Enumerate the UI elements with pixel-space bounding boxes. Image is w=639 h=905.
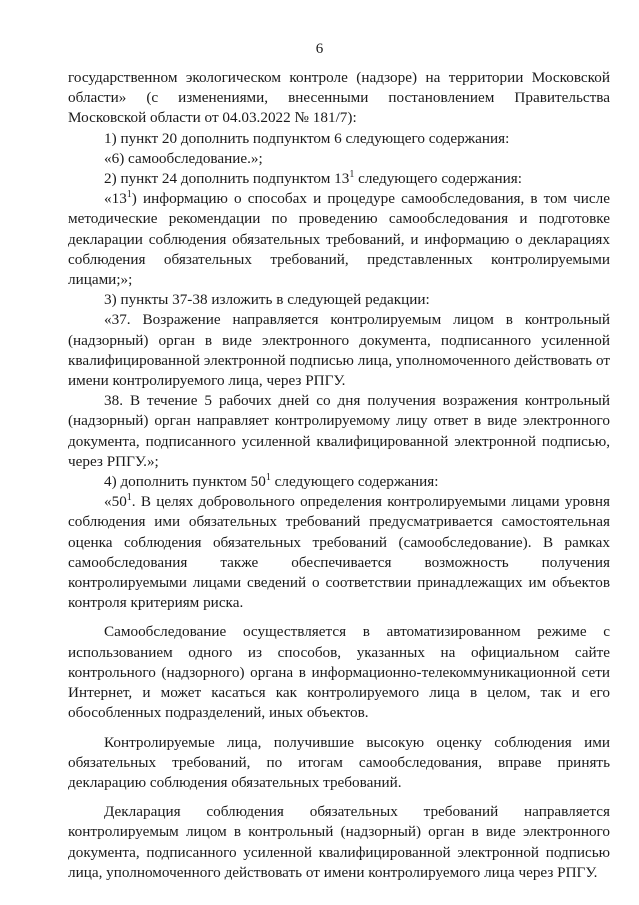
superscript: 1 [126, 492, 132, 504]
paragraph-declaration-right: Контролируемые лица, получившие высокую оценку соблюдения ими обязательных требований, по итогам самообследования, вправе принять декларацию соблюдения обязательных требований. [68, 733, 610, 791]
paragraph-quote-13-1 [68, 189, 610, 290]
paragraph-item-3: 3) пункты 37-38 изложить в следующей редакции: [104, 291, 430, 309]
text-fragment: 2) пункт 24 дополнить подпунктом 13 [104, 170, 350, 188]
paragraph-item-2 [68, 169, 610, 189]
paragraph-item-4 [68, 472, 610, 492]
paragraph-declaration-submission: Декларация соблюдения обязательных требований направляется контролируемым лицом в контрольный (надзорный) орган в виде электронного документа, подписанного усиленной квалифицированной электронной подписью лица, уполномоченного действовать от имени контролируемого лица через РПГУ. [68, 803, 610, 881]
text-fragment: «13 [104, 190, 127, 208]
paragraph-point-38: 38. В течение 5 рабочих дней со дня получения возражения контрольный (надзорный) орган направляет контролируемому лицу ответ в виде электронного документа, подписанного усиленной квалифицированной электронной подписью, через РПГУ.»; [68, 392, 610, 470]
paragraph-point-37: «37. Возражение направляется контролируемым лицом в контрольный (надзорный) орган в виде электронного документа, подписанного усиленной квалифицированной электронной подписью лица, уполномоченного действовать от имени контролируемого лица, через РПГУ. [68, 311, 610, 390]
text-fragment: ) информацию о способах и процедуре самообследования, в том числе методические рекомендации по проведению самообследования и подготовке декларации соблюдения обязательных требований, и информацию о декларациях соблюдения обязательных требований, представленных контролируемыми лицами;»; [68, 190, 610, 289]
superscript: 1 [349, 169, 355, 181]
superscript: 1 [265, 472, 271, 484]
text-fragment: . В целях добровольного определения контролируемыми лицами уровня соблюдения ими обязательных требований предусматривается самостоятельная оценка соблюдения обязательных требований (самообследование). В рамках самообследования также обеспечивается возможность получения контролируемыми лицами сведений о соответствии принадлежащих им объектов контроля критериям риска. [68, 493, 610, 612]
document-body [68, 68, 610, 883]
text-fragment: следующего содержания: [354, 170, 522, 188]
paragraph-quote-6: «6) самообследование.»; [104, 149, 263, 167]
text-fragment: 4) дополнить пунктом 50 [104, 473, 266, 491]
text-fragment: следующего содержания: [270, 473, 439, 491]
text-fragment: «50 [104, 493, 127, 511]
paragraph-point-50-1 [68, 492, 610, 613]
paragraph-self-assessment: Самообследование осуществляется в автоматизированном режиме с использованием одного из способов, указанных на официальном сайте контрольного (надзорного) органа в информационно-телекоммуникационной сети Интернет, и может касаться как контролируемого лица в целом, так и его обособленных подразделений, иных объектов. [68, 623, 610, 722]
superscript: 1 [126, 189, 132, 201]
page-number: 6 [315, 41, 324, 57]
paragraph-intro: государственном экологическом контроле (надзоре) на территории Московской области» (с изменениями, внесенными постановлением Правительства Московской области от 04.03.2022 № 181/7): [68, 69, 610, 127]
paragraph-item-1: 1) пункт 20 дополнить подпунктом 6 следующего содержания: [104, 129, 510, 147]
